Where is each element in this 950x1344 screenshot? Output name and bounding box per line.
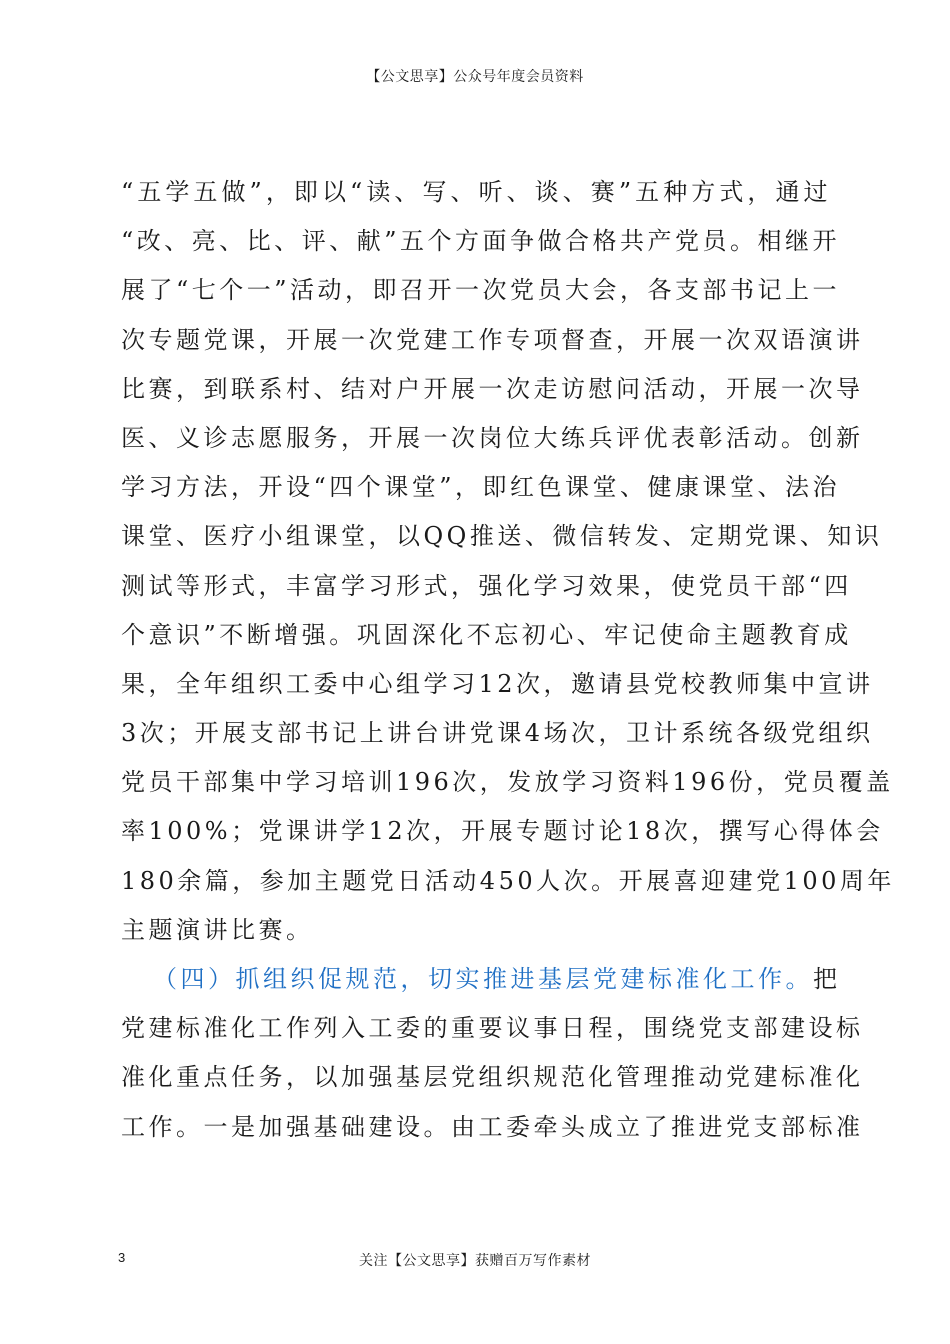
text-line: 党员干部集中学习培训196次，发放学习资料196份，党员覆盖	[121, 768, 894, 797]
document-body	[121, 168, 895, 1152]
text-line: 党建标准化工作列入工委的重要议事日程，围绕党支部建设标	[121, 1014, 864, 1043]
text-line: 课堂、医疗小组课堂，以QQ推送、微信转发、定期党课、知识	[121, 522, 883, 551]
text-line: 3次；开展支部书记上讲台讲党课4场次，卫计系统各级党组织	[121, 719, 874, 748]
text-line: 果，全年组织工委中心组学习12次，邀请县党校教师集中宣讲	[121, 669, 874, 698]
text-line: 学习方法，开设“四个课堂”，即红色课堂、健康课堂、法治	[121, 473, 841, 502]
text-line: 展了“七个一”活动，即召开一次党员大会，各支部书记上一	[121, 276, 841, 305]
footer-text: 关注【公文思享】获赠百万写作素材	[359, 1253, 591, 1269]
paragraph-1	[121, 168, 895, 955]
text-line: 主题演讲比赛。	[121, 915, 314, 944]
text-line: 测试等形式，丰富学习形式，强化学习效果，使党员干部“四	[121, 571, 852, 600]
text-line: 比赛，到联系村、结对户开展一次走访慰问活动，开展一次导	[121, 374, 864, 403]
page-number: 3	[118, 1250, 126, 1265]
text-line: “改、亮、比、评、献”五个方面争做合格共产党员。相继开	[121, 227, 841, 256]
text-line: “五学五做”，即以“读、写、听、谈、赛”五种方式，通过	[121, 178, 831, 206]
page-footer	[0, 1250, 950, 1270]
text-line: 率100%；党课讲学12次，开展专题讨论18次，撰写心得体会	[121, 817, 884, 846]
section-heading-line	[121, 955, 841, 1004]
text-line: 180余篇，参加主题党日活动450人次。开展喜迎建党100周年	[121, 866, 895, 895]
text-line: 医、义诊志愿服务，开展一次岗位大练兵评优表彰活动。创新	[121, 423, 864, 452]
section-heading: （四）抓组织促规范，切实推进基层党建标准化工作。	[153, 965, 813, 993]
paragraph-2	[121, 955, 864, 1152]
text-line: 准化重点任务，以加强基层党组织规范化管理推动党建标准化	[121, 1063, 864, 1092]
text-line: 个意识”不断增强。巩固深化不忘初心、牢记使命主题教育成	[121, 620, 852, 649]
text-line: 工作。一是加强基础建设。由工委牵头成立了推进党支部标准	[121, 1112, 864, 1141]
heading-line-tail: 把	[813, 965, 841, 993]
text-line: 次专题党课，开展一次党建工作专项督查，开展一次双语演讲	[121, 325, 864, 354]
page-header: 【公文思享】公众号年度会员资料	[366, 69, 584, 85]
